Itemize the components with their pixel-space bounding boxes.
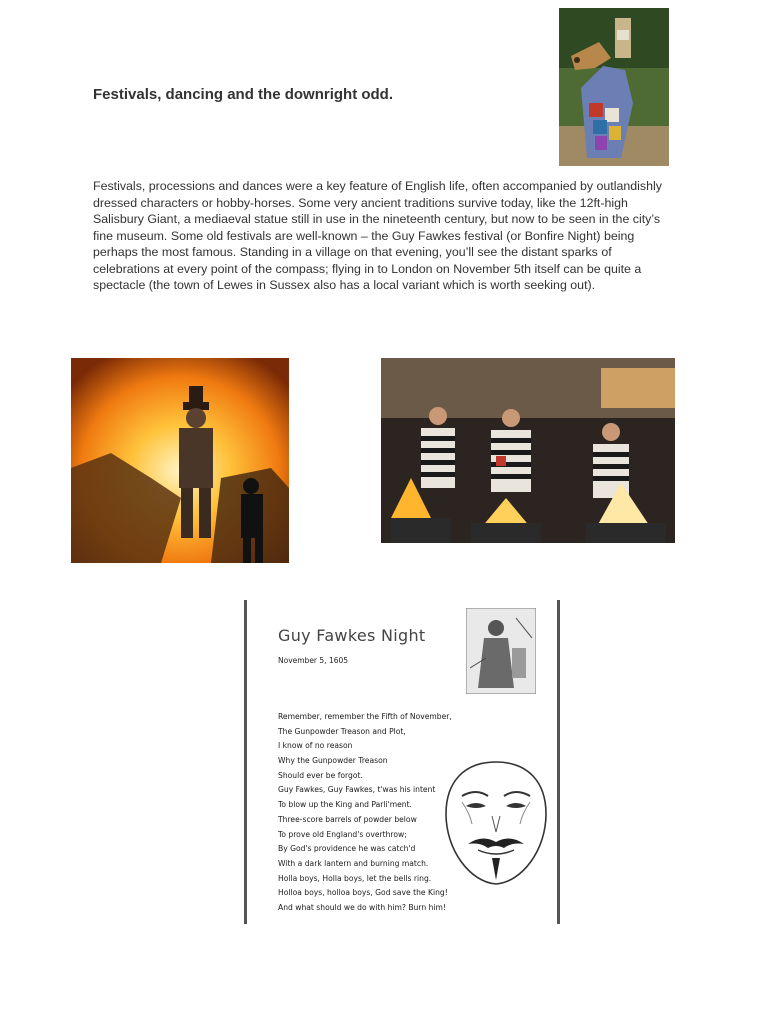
poem-line: To prove old England's overthrow; [278,829,407,839]
bonfire-parade-photo [381,358,675,543]
poem-line: Why the Gunpowder Treason [278,756,388,766]
poem-line: Three-score barrels of powder below [278,814,417,824]
hobby-horse-photo [559,8,669,166]
poem-line: Holla boys, Holla boys, let the bells ring. [278,873,432,883]
article-intro: Festivals, processions and dances were a key feature of English life, often accompanied by outlandishly dressed characters or hobby-horses. Some very ancient traditions survive today, like the 12ft-high Salisbury Giant, a mediaeval statue still in use in the nineteenth century, but now to be seen in the city’s fine museum. Some old festivals are well-known – the Guy Fawkes festival (or Bonfire Night) being perhaps the most famous. Standing in a village on that evening, you’ll see the distant sparks of celebrations at every point of the compass; flying in to London on November 5th itself can be quite a spectacle (the town of Lewes in Sussex also has a local variant which is worth seeking out). [93,179,662,292]
guy-fawkes-engraving [466,608,536,694]
poem-line: The Gunpowder Treason and Plot, [278,726,406,736]
poem-line: I know of no reason [278,741,353,751]
poem-line: Remember, remember the Fifth of November, [278,712,452,721]
bonfire-guy-photo [71,358,289,563]
poem-line: To blow up the King and Parli'ment. [278,800,412,810]
guy-fawkes-mask-icon [442,758,550,888]
poem-line: Should ever be forgot. [278,770,363,780]
poem-sheet [244,600,560,924]
poem-line: With a dark lantern and burning match. [278,858,429,868]
poem-line: By God's providence he was catch'd [278,844,416,854]
poem-line: Holloa boys, holloa boys, God save the King! [278,888,448,898]
poem-lines [278,710,452,916]
poem-title: Guy Fawkes Night [278,626,426,645]
poem-line: Guy Fawkes, Guy Fawkes, t'was his intent [278,785,436,795]
article-title: Festivals, dancing and the downright odd. [93,86,394,103]
poem-date: November 5, 1605 [278,656,349,665]
poem-line: And what should we do with him? Burn him! [278,902,446,912]
